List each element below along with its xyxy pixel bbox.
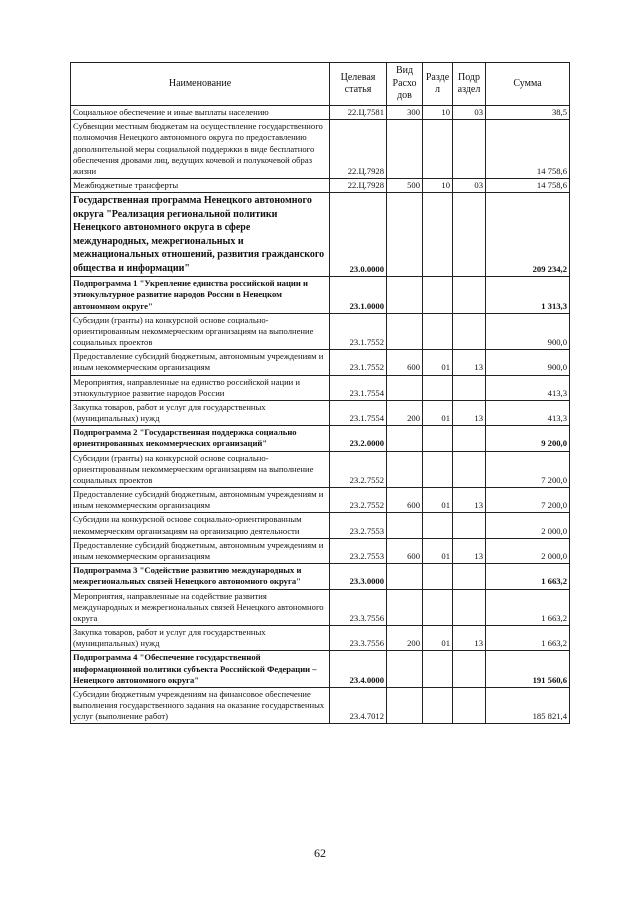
table-row — [71, 106, 570, 120]
row-name: Предоставление субсидий бюджетным, автономным учреждениям и иным некоммерческим организациям — [71, 350, 330, 375]
row-expense-type: 600 — [387, 538, 423, 563]
row-sum: 7 200,0 — [486, 451, 570, 488]
row-sum: 14 758,6 — [486, 179, 570, 193]
table-row — [71, 626, 570, 651]
table-row — [71, 488, 570, 513]
row-name: Предоставление субсидий бюджетным, автономным учреждениям и иным некоммерческим организациям — [71, 538, 330, 563]
row-section — [423, 687, 453, 724]
table-row — [71, 426, 570, 451]
row-name: Подпрограмма 4 "Обеспечение государственной информационной политики субъекта Российской Федерации – Ненецкого автономного округа" — [71, 651, 330, 688]
row-name: Субсидии (гранты) на конкурсной основе социально-ориентированным некоммерческим организациям на выполнение социальных проектов — [71, 451, 330, 488]
row-section — [423, 426, 453, 451]
row-name: Подпрограмма 1 "Укрепление единства российской нации и этнокультурное развитие народов России в Ненецком автономном округе" — [71, 277, 330, 314]
row-name: Межбюджетные трансферты — [71, 179, 330, 193]
row-section: 10 — [423, 179, 453, 193]
row-name: Предоставление субсидий бюджетным, автономным учреждениям и иным некоммерческим организациям — [71, 488, 330, 513]
row-section — [423, 277, 453, 314]
budget-table — [70, 62, 570, 724]
row-sum: 38,5 — [486, 106, 570, 120]
row-sum: 2 000,0 — [486, 538, 570, 563]
row-subsection: 13 — [453, 400, 486, 425]
row-section: 10 — [423, 106, 453, 120]
row-expense-type — [387, 651, 423, 688]
header-name: Наименование — [71, 63, 330, 106]
row-expense-type: 500 — [387, 179, 423, 193]
row-section: 01 — [423, 626, 453, 651]
table-row — [71, 651, 570, 688]
table-row — [71, 179, 570, 193]
row-subsection — [453, 687, 486, 724]
row-expense-type — [387, 313, 423, 350]
table-row — [71, 564, 570, 589]
row-expense-type: 200 — [387, 626, 423, 651]
row-sum: 413,3 — [486, 400, 570, 425]
table-row — [71, 451, 570, 488]
row-expense-type — [387, 589, 423, 626]
row-subsection — [453, 426, 486, 451]
row-name: Подпрограмма 3 "Содействие развитию международных и межрегиональных связей Ненецкого автономного округа" — [71, 564, 330, 589]
row-target-code: 22.Ц.7928 — [330, 179, 387, 193]
row-expense-type: 200 — [387, 400, 423, 425]
row-sum: 14 758,6 — [486, 120, 570, 179]
row-subsection: 03 — [453, 106, 486, 120]
table-row — [71, 687, 570, 724]
row-target-code: 23.1.7554 — [330, 375, 387, 400]
row-name: Социальное обеспечение и иные выплаты населению — [71, 106, 330, 120]
row-target-code: 23.3.0000 — [330, 564, 387, 589]
row-expense-type — [387, 120, 423, 179]
row-section — [423, 564, 453, 589]
row-target-code: 23.2.0000 — [330, 426, 387, 451]
row-target-code: 23.2.7553 — [330, 538, 387, 563]
row-subsection: 13 — [453, 538, 486, 563]
row-target-code: 23.0.0000 — [330, 193, 387, 277]
row-subsection — [453, 193, 486, 277]
header-expense: Вид Расхо дов — [387, 63, 423, 106]
row-sum: 2 000,0 — [486, 513, 570, 538]
table-row — [71, 589, 570, 626]
table-row — [71, 313, 570, 350]
table-row — [71, 375, 570, 400]
row-target-code: 23.2.7552 — [330, 488, 387, 513]
row-name: Государственная программа Ненецкого автономного округа "Реализация региональной политики Ненецкого автономного округа в сфере международных, межрегиональных и межнациональных отношений, развития гражданского общества и информации" — [71, 193, 330, 277]
row-subsection: 03 — [453, 179, 486, 193]
row-sum: 7 200,0 — [486, 488, 570, 513]
table-row — [71, 277, 570, 314]
row-name: Закупка товаров, работ и услуг для государственных (муниципальных) нужд — [71, 626, 330, 651]
row-sum: 185 821,4 — [486, 687, 570, 724]
row-sum: 191 560,6 — [486, 651, 570, 688]
row-subsection — [453, 313, 486, 350]
table-row — [71, 350, 570, 375]
table-row — [71, 400, 570, 425]
row-subsection — [453, 375, 486, 400]
row-sum: 1 663,2 — [486, 626, 570, 651]
row-target-code: 23.1.0000 — [330, 277, 387, 314]
row-name: Закупка товаров, работ и услуг для государственных (муниципальных) нужд — [71, 400, 330, 425]
row-section — [423, 375, 453, 400]
row-expense-type — [387, 451, 423, 488]
row-section: 01 — [423, 350, 453, 375]
row-subsection: 13 — [453, 350, 486, 375]
row-target-code: 23.4.0000 — [330, 651, 387, 688]
row-sum: 1 313,3 — [486, 277, 570, 314]
row-subsection — [453, 589, 486, 626]
row-sum: 209 234,2 — [486, 193, 570, 277]
row-sum: 900,0 — [486, 313, 570, 350]
row-expense-type — [387, 564, 423, 589]
row-subsection — [453, 120, 486, 179]
row-name: Субвенции местным бюджетам на осуществление государственного полномочия Ненецкого автономного округа по предоставлению дополнительной меры социальной поддержки в виде бесплатного обеспечения дровами лиц, ведущих кочевой и полукочевой образ жизни — [71, 120, 330, 179]
row-subsection — [453, 277, 486, 314]
row-expense-type — [387, 193, 423, 277]
row-expense-type: 600 — [387, 488, 423, 513]
row-expense-type: 600 — [387, 350, 423, 375]
row-subsection — [453, 564, 486, 589]
row-section: 01 — [423, 538, 453, 563]
table-row — [71, 193, 570, 277]
table-body — [71, 106, 570, 724]
row-section — [423, 589, 453, 626]
row-target-code: 22.Ц.7928 — [330, 120, 387, 179]
header-sum: Сумма — [486, 63, 570, 106]
row-sum: 1 663,2 — [486, 589, 570, 626]
row-subsection — [453, 513, 486, 538]
row-sum: 9 200,0 — [486, 426, 570, 451]
row-section — [423, 313, 453, 350]
table-row — [71, 513, 570, 538]
row-expense-type — [387, 513, 423, 538]
row-expense-type: 300 — [387, 106, 423, 120]
row-expense-type — [387, 277, 423, 314]
row-section — [423, 451, 453, 488]
row-name: Субсидии на конкурсной основе социально-ориентированным некоммерческим организациям на организацию деятельности — [71, 513, 330, 538]
table-header-row — [71, 63, 570, 106]
header-subsection: Подр аздел — [453, 63, 486, 106]
row-section — [423, 193, 453, 277]
row-name: Подпрограмма 2 "Государственная поддержка социально ориентированных некоммерческих организаций" — [71, 426, 330, 451]
row-section — [423, 513, 453, 538]
table-row — [71, 538, 570, 563]
row-section — [423, 120, 453, 179]
row-target-code: 23.1.7552 — [330, 313, 387, 350]
row-subsection: 13 — [453, 626, 486, 651]
row-target-code: 23.1.7554 — [330, 400, 387, 425]
row-target-code: 23.4.7012 — [330, 687, 387, 724]
row-expense-type — [387, 426, 423, 451]
row-sum: 1 663,2 — [486, 564, 570, 589]
row-name: Мероприятия, направленные на единство российской нации и этнокультурное развитие народов России — [71, 375, 330, 400]
page-number: 62 — [314, 846, 326, 860]
row-target-code: 23.2.7552 — [330, 451, 387, 488]
row-section: 01 — [423, 400, 453, 425]
row-target-code: 23.3.7556 — [330, 626, 387, 651]
row-section — [423, 651, 453, 688]
row-name: Субсидии (гранты) на конкурсной основе социально-ориентированным некоммерческим организациям на выполнение социальных проектов — [71, 313, 330, 350]
row-target-code: 23.2.7553 — [330, 513, 387, 538]
row-target-code: 22.Ц.7581 — [330, 106, 387, 120]
row-sum: 413,3 — [486, 375, 570, 400]
row-expense-type — [387, 687, 423, 724]
row-target-code: 23.1.7552 — [330, 350, 387, 375]
table-row — [71, 120, 570, 179]
header-section: Разде л — [423, 63, 453, 106]
row-subsection — [453, 651, 486, 688]
header-target: Целевая статья — [330, 63, 387, 106]
row-subsection — [453, 451, 486, 488]
row-expense-type — [387, 375, 423, 400]
row-name: Мероприятия, направленные на содействие развития международных и межрегиональных связей Ненецкого автономного округа — [71, 589, 330, 626]
row-name: Субсидии бюджетным учреждениям на финансовое обеспечение выполнения государственного задания на оказание государственных услуг (выполнение работ) — [71, 687, 330, 724]
row-sum: 900,0 — [486, 350, 570, 375]
row-target-code: 23.3.7556 — [330, 589, 387, 626]
row-subsection: 13 — [453, 488, 486, 513]
row-section: 01 — [423, 488, 453, 513]
